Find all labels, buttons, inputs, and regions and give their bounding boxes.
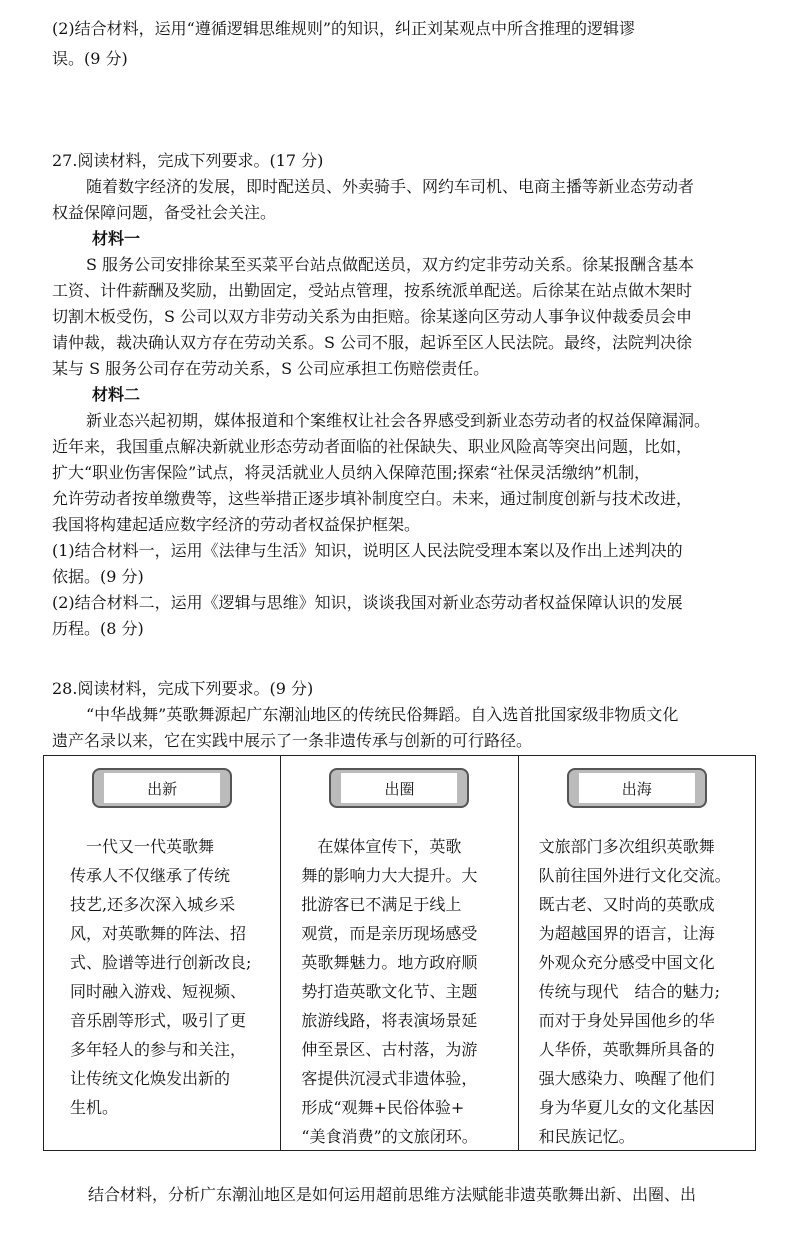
text-line: 一代又一代英歌舞 <box>70 837 215 856</box>
text-line: 伸至景区、古村落，为游 <box>301 1040 478 1059</box>
text-line: 风，对英歌舞的阵法、招 <box>70 924 247 943</box>
q26-part2 <box>52 16 772 72</box>
text-line: 式、脸谱等进行创新改良; <box>70 953 252 972</box>
text-line: 同时融入游戏、短视频、 <box>70 982 247 1001</box>
text-line: “中华战舞”英歌舞源起广东潮汕地区的传统民俗舞蹈。自入选首批国家级非物质文化 <box>86 705 679 724</box>
text-line: 请仲裁，裁决确认双方存在劳动关系。S 公司不服，起诉至区人民法院。最终，法院判决徐 <box>52 333 693 352</box>
text-line: 新业态兴起初期，媒体报道和个案维权让社会各界感受到新业态劳动者的权益保障漏洞。 <box>86 411 711 430</box>
text-line: 文旅部门多次组织英歌舞 <box>538 837 715 856</box>
material-heading: 材料二 <box>92 385 141 404</box>
text-line: 为超越国界的语言，让海 <box>538 924 715 943</box>
text-line: 历程。(8 分) <box>52 619 144 638</box>
text-line: 势打造英歌文化节、主题 <box>301 982 478 1001</box>
text-line: 传承人不仅继承了传统 <box>70 866 231 885</box>
text-line: 某与 S 服务公司存在劳动关系，S 公司应承担工伤赔偿责任。 <box>52 359 490 378</box>
text-line: 扩大“职业伤害保险”试点，将灵活就业人员纳入保障范围;探索“社保灵活缴纳”机制， <box>52 463 651 482</box>
text-line: 工资、计件薪酬及奖励，出勤固定，受站点管理，按系统派单配送。后徐某在站点做木架时 <box>52 281 693 300</box>
text-line: 权益保障问题，备受社会关注。 <box>52 203 277 222</box>
column-tag <box>329 768 469 808</box>
text-line: 随着数字经济的发展，即时配送员、外卖骑手、网约车司机、电商主播等新业态劳动者 <box>86 177 695 196</box>
text-line: 在媒体宣传下，英歌 <box>301 837 462 856</box>
text-line: 遗产名录以来，它在实践中展示了一条非遗传承与创新的可行路径。 <box>52 731 533 750</box>
text-line: 结合材料，分析广东潮汕地区是如何运用超前思维方法赋能非遗英歌舞出新、出圈、出 <box>88 1185 697 1204</box>
column-text <box>70 832 270 1122</box>
material-heading: 材料一 <box>92 229 141 248</box>
text-line: 和民族记忆。 <box>538 1127 635 1146</box>
text-line: 身为华夏儿女的文化基因 <box>538 1098 715 1117</box>
text-line: 队前往国外进行文化交流。 <box>538 866 731 885</box>
text-line: 切割木板受伤，S 公司以双方非劳动关系为由拒赔。徐某遂向区劳动人事争议仲裁委员会申 <box>52 307 693 326</box>
text-line: 依据。(9 分) <box>52 567 144 586</box>
text-line: S 服务公司安排徐某至买菜平台站点做配送员，双方约定非劳动关系。徐某报酬含基本 <box>86 255 695 274</box>
text-line: (2)结合材料二，运用《逻辑与思维》知识，谈谈我国对新业态劳动者权益保障认识的发展 <box>52 593 683 612</box>
question-title: 28.阅读材料，完成下列要求。(9 分) <box>52 679 314 698</box>
text-line: 允许劳动者按单缴费等，这些举措正逐步填补制度空白。未来，通过制度创新与技术改进， <box>52 489 693 508</box>
text-line: 技艺,还多次深入城乡采 <box>70 895 236 914</box>
text-line: 舞的影响力大大提升。大 <box>301 866 478 885</box>
text-line: 让传统文化焕发出新的 <box>70 1069 231 1088</box>
table-column <box>44 756 281 1150</box>
text-line: 我国将构建起适应数字经济的劳动者权益保护框架。 <box>52 515 421 534</box>
column-tag <box>567 768 707 808</box>
text-line: 旅游线路，将表演场景延 <box>301 1011 478 1030</box>
text-line: 生机。 <box>70 1098 119 1117</box>
text-line: 误。(9 分) <box>52 49 128 68</box>
text-line: 英歌舞魅力。地方政府顺 <box>301 953 478 972</box>
column-text <box>539 832 745 1151</box>
column-tag-label: 出海 <box>579 773 695 803</box>
text-line: 而对于身处异国他乡的华 <box>538 1011 715 1030</box>
text-line: 多年轻人的参与和关注， <box>70 1040 247 1059</box>
q28-question <box>88 1182 800 1208</box>
text-line: 传统与现代 结合的魅力; <box>538 982 721 1001</box>
text-line: 批游客已不满足于线上 <box>301 895 462 914</box>
text-line: 人华侨，英歌舞所具备的 <box>538 1040 715 1059</box>
text-line: 外观众充分感受中国文化 <box>538 953 715 972</box>
text-line: 客提供沉浸式非遗体验， <box>301 1069 478 1088</box>
question-28 <box>52 676 772 754</box>
text-line: “美食消费”的文旅闭环。 <box>301 1127 478 1146</box>
text-line: 形成“观舞+民俗体验+ <box>301 1098 465 1117</box>
column-tag-label: 出新 <box>104 773 220 803</box>
text-line: 观赏，而是亲历现场感受 <box>301 924 478 943</box>
text-line: 强大感染力、唤醒了他们 <box>538 1069 715 1088</box>
text-line: (2)结合材料，运用“遵循逻辑思维规则”的知识，纠正刘某观点中所含推理的逻辑谬 <box>52 19 636 38</box>
column-tag <box>92 768 232 808</box>
material-table <box>43 755 756 1151</box>
text-line: 音乐剧等形式，吸引了更 <box>70 1011 247 1030</box>
text-line: (1)结合材料一，运用《法律与生活》知识，说明区人民法院受理本案以及作出上述判决的 <box>52 541 683 560</box>
text-line: 近年来，我国重点解决新就业形态劳动者面临的社保缺失、职业风险高等突出问题，比如， <box>52 437 693 456</box>
table-column <box>281 756 518 1150</box>
question-27 <box>52 148 772 642</box>
column-tag-label: 出圈 <box>341 773 457 803</box>
question-title: 27.阅读材料，完成下列要求。(17 分) <box>52 151 324 170</box>
table-column <box>519 756 755 1150</box>
text-line: 既古老、又时尚的英歌成 <box>538 895 715 914</box>
column-text <box>301 832 507 1151</box>
